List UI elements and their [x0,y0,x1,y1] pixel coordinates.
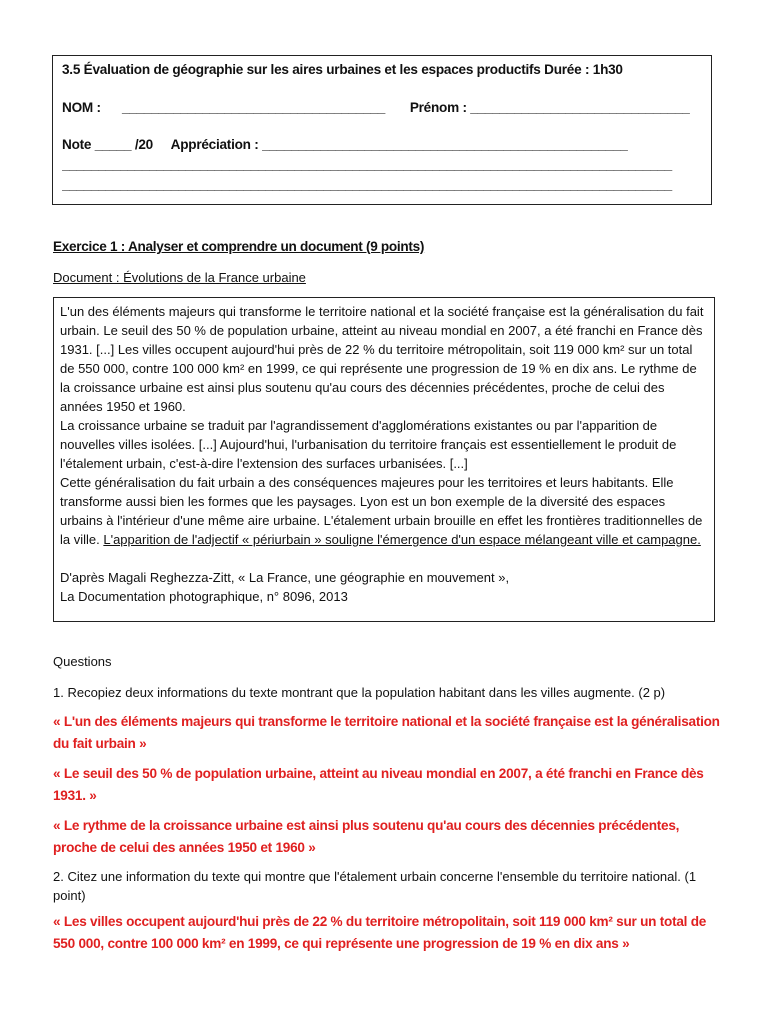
answer-4: « Les villes occupent aujourd'hui près de 22 % du territoire métropolitain, soit 119 000 km² sur un total de 550 000, contre 100 000 km² en 1999, ce qui représente une progression de 19 % en dix ans » [53,914,707,951]
answer-3: « Le rythme de la croissance urbaine est ainsi plus soutenu qu'au cours des décennies précédentes, proche de celui des années 1950 et 1960 » [53,818,680,855]
questions-section [53,653,723,955]
questions-heading: Questions [53,654,112,669]
question-2: 2. Citez une information du texte qui montre que l'étalement urbain concerne l'ensemble du territoire national. (1 point) [53,869,697,903]
document-source-line-2: La Documentation photographique, n° 8096, 2013 [60,589,348,604]
name-row [62,98,703,118]
evaluation-title: 3.5 Évaluation de géographie sur les aires urbaines et les espaces productifs Durée : 1h30 [62,62,623,77]
nom-label: NOM : [62,100,101,115]
note-row [62,135,703,155]
note-max: /20 [134,137,153,152]
prenom-blank[interactable]: ______________________________ [470,100,690,115]
document-paragraph-3-text: Cette généralisation du fait urbain a des conséquences majeures pour les territoires et leurs habitants. Elle transforme aussi bien les formes que les paysages. Lyon est un bon exemple de la diversité des espaces urbains à l'intérieur d'une même aire urbaine. L'étalement urbain brouille en effet les frontières traditionnelles de la ville. [60,475,703,547]
header-box [52,55,712,205]
exercise-title: Exercice 1 : Analyser et comprendre un document (9 points) [53,239,425,254]
question-1: 1. Recopiez deux informations du texte montrant que la population habitant dans les villes augmente. (2 p) [53,685,666,700]
document-underlined-sentence: L'apparition de l'adjectif « périurbain » souligne l'émergence d'un espace mélangeant ville et campagne. [103,532,701,547]
document-title: Document : Évolutions de la France urbaine [53,270,306,285]
appreciation-blank[interactable]: __________________________________________________ [262,137,628,152]
note-blank[interactable]: _____ [94,137,132,152]
appreciation-line-1[interactable]: ____________________________________________________________________________________ [62,157,672,172]
answer-2: « Le seuil des 50 % de population urbaine, atteint au niveau mondial en 2007, a été franchi en France dès 1931. » [53,766,704,803]
document-paragraph-2: La croissance urbaine se traduit par l'agrandissement d'agglomérations existantes ou par l'apparition de nouvelles villes isolées. [...] Aujourd'hui, l'urbanisation du territoire français est essentiellement le produit de l'étalement urbain, c'est-à-dire l'extension des surfaces urbanisées. [...] [60,418,677,471]
appreciation-line-2[interactable]: ____________________________________________________________________________________ [62,177,672,192]
nom-blank[interactable]: ____________________________________ [121,100,386,115]
prenom-label: Prénom : [409,100,467,115]
note-label: Note [62,137,92,152]
document-paragraph-1: L'un des éléments majeurs qui transforme le territoire national et la société française est la généralisation du fait urbain. Le seuil des 50 % de population urbaine, atteint au niveau mondial en 2007, a été franchi en France dès 1931. [...] Les villes occupent aujourd'hui près de 22 % du territoire métropolitain, soit 119 000 km² sur un total de 550 000, contre 100 000 km² en 1999, ce qui représente une progression de 19 % en dix ans. Le rythme de la croissance urbaine est ainsi plus soutenu qu'au cours des décennies précédentes, proche de celui des années 1950 et 1960. [60,304,704,414]
document-box [53,297,715,622]
document-paragraph-3 [60,473,708,549]
answer-1: « L'un des éléments majeurs qui transforme le territoire national et la société française est la généralisation du fait urbain » [53,714,720,751]
document-source-line-1: D'après Magali Reghezza-Zitt, « La France, une géographie en mouvement », [60,570,510,585]
appreciation-label: Appréciation : [170,137,259,152]
